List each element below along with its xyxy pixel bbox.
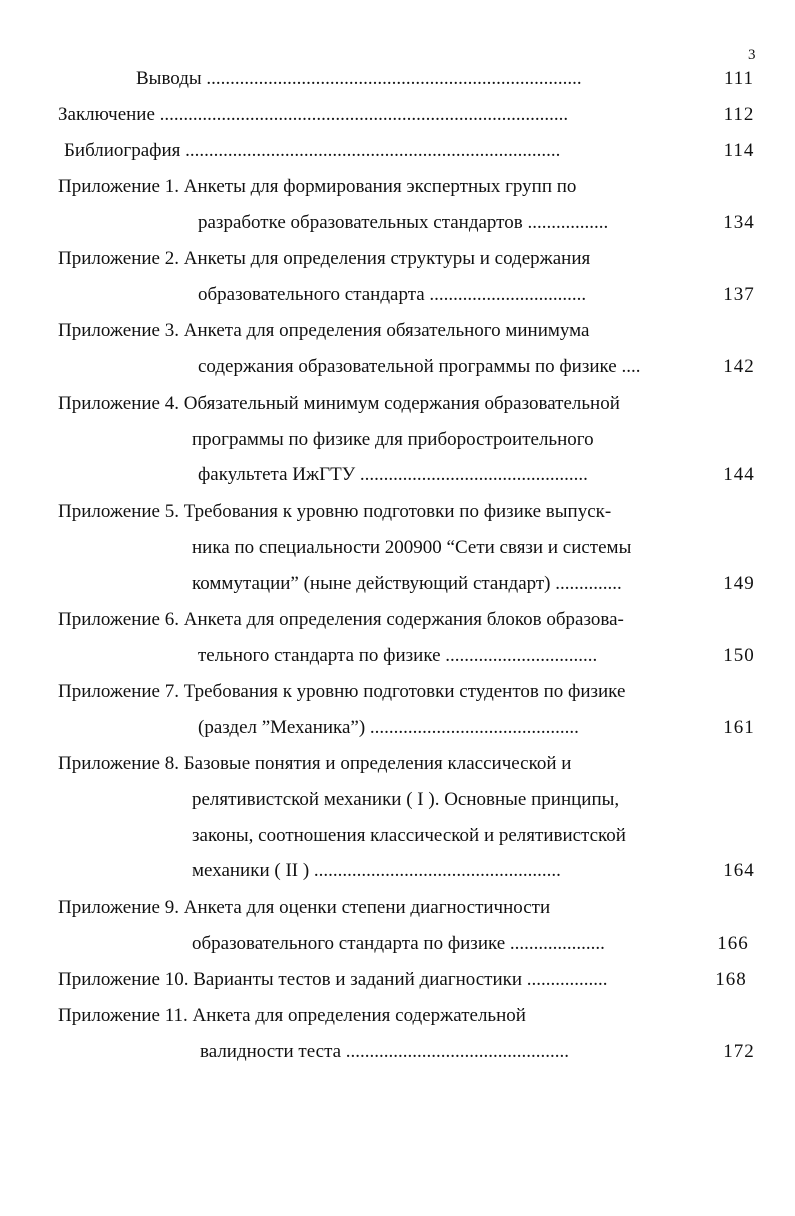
toc-page-number: 112 <box>723 104 755 125</box>
toc-line: Приложение 10. Варианты тестов и заданий диагностики ................. <box>58 969 608 990</box>
toc-title: Выводы ............................................................................... <box>136 68 582 89</box>
toc-line: разработке образовательных стандартов ................. <box>198 212 609 233</box>
toc-page-number: 164 <box>723 860 755 881</box>
toc-page-number: 150 <box>723 645 755 666</box>
toc-page-number: 168 <box>715 969 747 990</box>
toc-line: релятивистской механики ( I ). Основные принципы, <box>192 789 620 810</box>
toc-page-number: 114 <box>723 140 755 161</box>
toc-title: Библиография ............................................................................... <box>64 140 561 161</box>
toc-title: Заключение ...................................................................................... <box>58 104 569 125</box>
toc-line: Приложение 7. Требования к уровню подготовки студентов по физике <box>58 681 626 702</box>
toc-line: коммутации” (ныне действующий стандарт) .............. <box>192 573 622 594</box>
toc-line: Приложение 11. Анкета для определения содержательной <box>58 1005 526 1026</box>
toc-page-number: 111 <box>723 68 755 89</box>
toc-line: Приложение 8. Базовые понятия и определения классической и <box>58 753 572 774</box>
toc-line: Приложение 6. Анкета для определения содержания блоков образова- <box>58 609 624 630</box>
toc-page-number: 137 <box>723 284 755 305</box>
page-number: 3 <box>748 47 756 63</box>
toc-line: валидности теста ............................................... <box>200 1041 570 1062</box>
toc-line: ника по специальности 200900 “Сети связи и системы <box>192 537 632 558</box>
toc-line: факультета ИжГТУ ................................................ <box>198 464 588 485</box>
toc-line: образовательного стандарта по физике .................... <box>192 933 605 954</box>
toc-page-number: 144 <box>723 464 755 485</box>
toc-page-number: 161 <box>723 717 755 738</box>
toc-page-number: 172 <box>723 1041 755 1062</box>
toc-page-number: 149 <box>723 573 755 594</box>
toc-line: законы, соотношения классической и релятивистской <box>192 825 626 846</box>
toc-line: (раздел ”Механика”) ............................................ <box>198 717 579 738</box>
toc-line: Приложение 4. Обязательный минимум содержания образовательной <box>58 393 620 414</box>
toc-line: тельного стандарта по физике ................................ <box>198 645 598 666</box>
toc-line: Приложение 2. Анкеты для определения структуры и содержания <box>58 248 591 269</box>
toc-page-number: 134 <box>723 212 755 233</box>
toc-line: Приложение 3. Анкета для определения обязательного минимума <box>58 320 590 341</box>
toc-line: механики ( II ) .................................................... <box>192 860 561 881</box>
toc-page-number: 142 <box>723 356 755 377</box>
toc-line: Приложение 9. Анкета для оценки степени диагностичности <box>58 897 551 918</box>
toc-line: Приложение 5. Требования к уровню подготовки по физике выпуск- <box>58 501 612 522</box>
toc-line: образовательного стандарта ................................. <box>198 284 587 305</box>
toc-line: Приложение 1. Анкеты для формирования экспертных групп по <box>58 176 577 197</box>
toc-page-number: 166 <box>717 933 749 954</box>
toc-line: содержания образовательной программы по физике .... <box>198 356 641 377</box>
toc-line: программы по физике для приборостроительного <box>192 429 594 450</box>
